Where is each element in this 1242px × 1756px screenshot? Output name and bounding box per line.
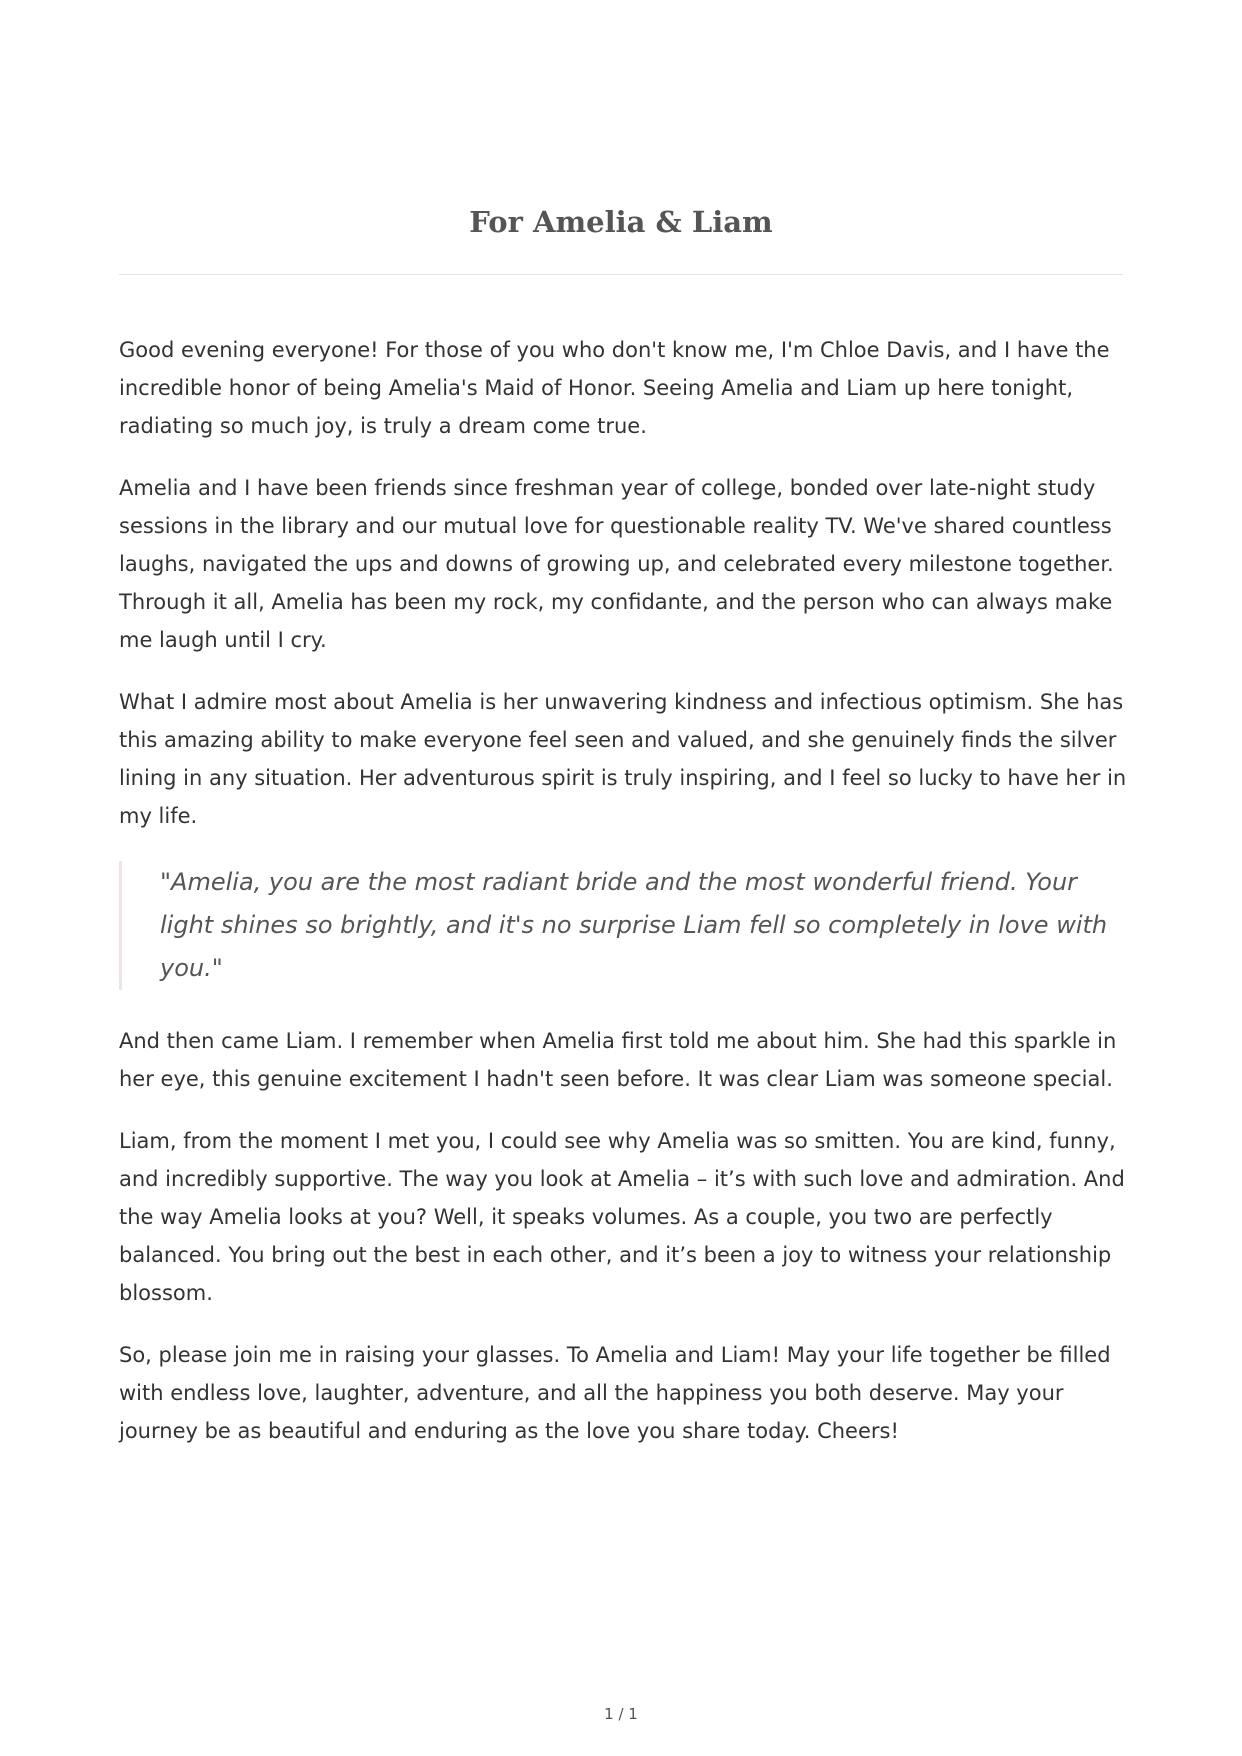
title-divider [119,274,1123,275]
speech-body [119,331,1129,1474]
page-number: 1 / 1 [604,1705,638,1723]
pull-quote: "Amelia, you are the most radiant bride and the most wonderful friend. Your light shines so brightly, and it's no surprise Liam fell so completely in love with you." [119,861,1129,990]
paragraph-meeting-liam: And then came Liam. I remember when Amelia first told me about him. She had this sparkle in her eye, this genuine excitement I hadn't seen before. It was clear Liam was someone special. [119,1029,1117,1091]
paragraph-couple: Liam, from the moment I met you, I could see why Amelia was so smitten. You are kind, funny, and incredibly supportive. The way you look at Amelia – it’s with such love and admiration. And the way Amelia looks at you? Well, it speaks volumes. As a couple, you two are perfectly balanced. You bring out the best in each other, and it’s been a joy to witness your relationship blossom. [119,1129,1125,1305]
paragraph-intro: Good evening everyone! For those of you who don't know me, I'm Chloe Davis, and I have the incredible honor of being Amelia's Maid of Honor. Seeing Amelia and Liam up here tonight, radiating so much joy, is truly a dream come true. [119,338,1110,438]
paragraph-toast: So, please join me in raising your glasses. To Amelia and Liam! May your life together be filled with endless love, laughter, adventure, and all the happiness you both deserve. May your journey be as beautiful and enduring as the love you share today. Cheers! [119,1343,1111,1443]
document-title: For Amelia & Liam [469,205,773,239]
paragraph-admiration: What I admire most about Amelia is her unwavering kindness and infectious optimism. She has this amazing ability to make everyone feel seen and valued, and she genuinely finds the silver lining in any situation. Her adventurous spirit is truly inspiring, and I feel so lucky to have her in my life. [119,690,1127,828]
paragraph-friendship: Amelia and I have been friends since freshman year of college, bonded over late-night study sessions in the library and our mutual love for questionable reality TV. We've shared countless laughs, navigated the ups and downs of growing up, and celebrated every milestone together. Through it all, Amelia has been my rock, my confidante, and the person who can always make me laugh until I cry. [119,476,1114,652]
